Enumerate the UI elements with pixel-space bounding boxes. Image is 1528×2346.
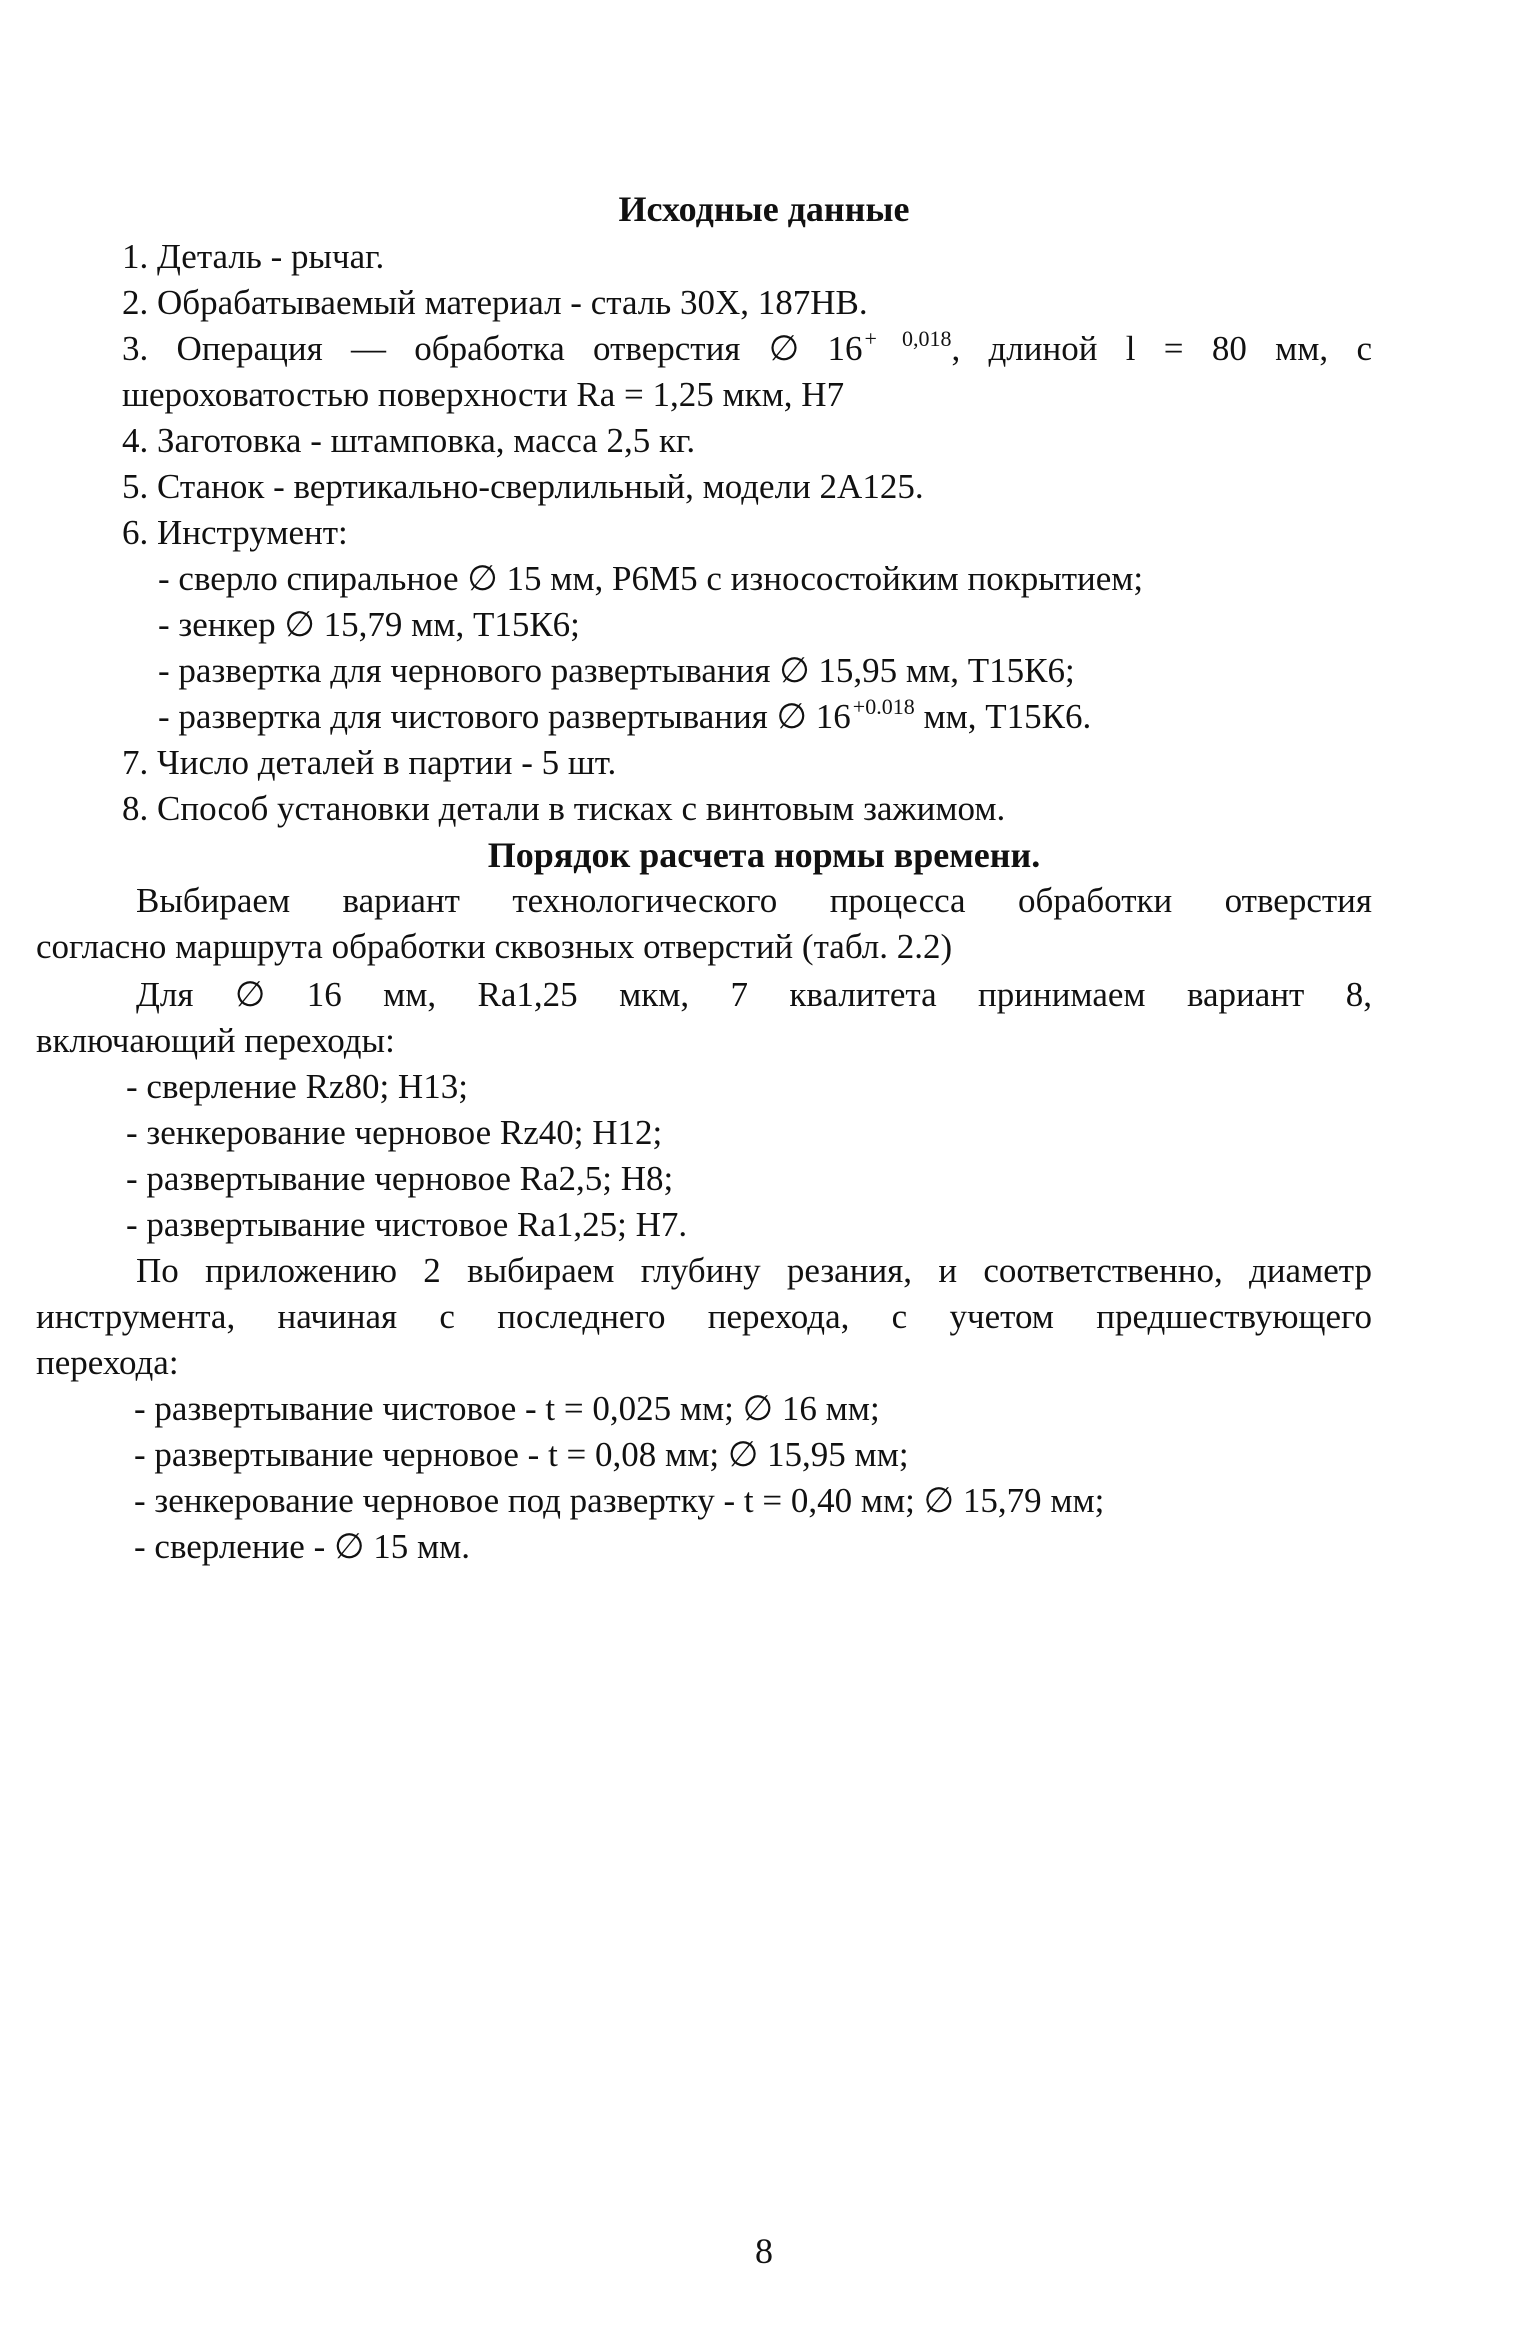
tool-rough-reamer: - развертка для чернового развертывания ∅ 15,95 мм, Т15К6; <box>158 651 1075 690</box>
tolerance-superscript: + 0,018 <box>864 326 952 351</box>
transition-drilling: - сверление Rz80; H13; <box>126 1067 468 1106</box>
source-item-blank: 4. Заготовка - штамповка, масса 2,5 кг. <box>122 421 696 460</box>
finish-reamer-grade: мм, Т15К6. <box>914 697 1092 736</box>
source-item-roughness: шероховатостью поверхности Ra = 1,25 мкм, H7 <box>122 375 845 414</box>
depth-rough-reaming: - развертывание черновое - t = 0,08 мм; ∅ 15,95 мм; <box>134 1435 909 1474</box>
operation-length: , длиной l = 80 мм, с <box>951 329 1372 368</box>
source-item-material: 2. Обрабатываемый материал - сталь 30Х, 187НВ. <box>122 283 868 322</box>
finish-reamer-text: - развертка для чистового развертывания ∅ 16 <box>158 697 851 736</box>
calc-paragraph-2-line-1: Для ∅ 16 мм, Ra1,25 мкм, 7 квалитета принимаем вариант 8, <box>136 975 1372 1014</box>
calc-paragraph-3-line-2: инструмента, начиная с последнего перехода, с учетом предшествующего <box>36 1297 1372 1336</box>
section-title: Порядок расчета нормы времени. <box>487 835 1041 875</box>
source-item-detail: 1. Деталь - рычаг. <box>122 237 385 276</box>
depth-drilling: - сверление - ∅ 15 мм. <box>134 1527 471 1566</box>
calc-paragraph-1-line-1: Выбираем вариант технологического процесса обработки отверстия <box>136 881 1372 920</box>
page-title: Исходные данные <box>618 189 910 229</box>
depth-finish-reaming: - развертывание чистовое - t = 0,025 мм; ∅ 16 мм; <box>134 1389 880 1428</box>
calc-paragraph-3-line-3: перехода: <box>36 1343 179 1382</box>
tool-finish-reamer <box>158 694 1372 744</box>
page-number: 8 <box>755 2231 773 2271</box>
reamer-tolerance-superscript: +0.018 <box>852 694 915 719</box>
source-item-machine: 5. Станок - вертикально-сверлильный, модели 2А125. <box>122 467 924 506</box>
calc-paragraph-2-line-2: включающий переходы: <box>36 1021 395 1060</box>
tool-countersink: - зенкер ∅ 15,79 мм, Т15К6; <box>158 605 580 644</box>
transition-rough-reaming: - развертывание черновое Ra2,5; H8; <box>126 1159 674 1198</box>
source-item-fixture: 8. Способ установки детали в тисках с винтовым зажимом. <box>122 789 1006 828</box>
source-item-batch: 7. Число деталей в партии - 5 шт. <box>122 743 617 782</box>
source-item-tools: 6. Инструмент: <box>122 513 348 552</box>
source-item-operation <box>122 326 1372 376</box>
calc-paragraph-3-line-1: По приложению 2 выбираем глубину резания, и соответственно, диаметр <box>136 1251 1372 1290</box>
transition-countersinking: - зенкерование черновое Rz40; H12; <box>126 1113 663 1152</box>
tool-drill: - сверло спиральное ∅ 15 мм, Р6М5 с износостойким покрытием; <box>158 559 1144 598</box>
transition-finish-reaming: - развертывание чистовое Ra1,25; H7. <box>126 1205 688 1244</box>
calc-paragraph-1-line-2: согласно маршрута обработки сквозных отверстий (табл. 2.2) <box>36 927 953 966</box>
depth-countersinking: - зенкерование черновое под развертку - t = 0,40 мм; ∅ 15,79 мм; <box>134 1481 1105 1520</box>
operation-text: 3. Операция — обработка отверстия ∅ 16 <box>122 329 863 368</box>
